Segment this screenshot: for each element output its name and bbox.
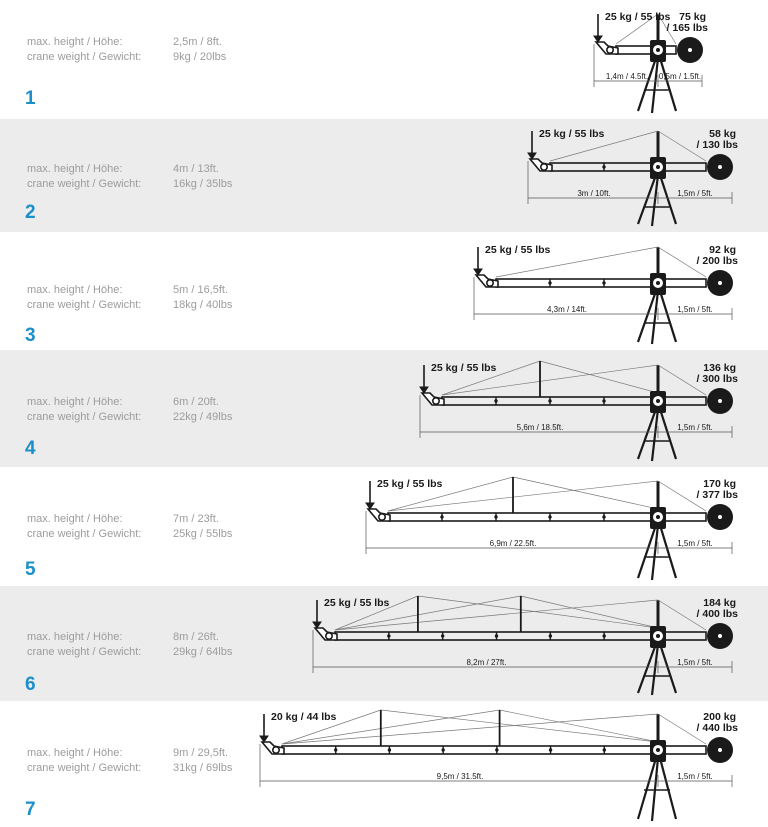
tripod xyxy=(638,758,676,821)
counterweight-unit: / 400 lbs xyxy=(696,608,738,620)
crane-diagram xyxy=(0,0,768,119)
counterweight-label: 200 kg xyxy=(703,711,736,723)
load-arrow-icon xyxy=(260,714,268,742)
load-arrow-icon xyxy=(366,481,374,509)
weight-label: crane weight / Gewicht: xyxy=(27,528,142,540)
config-row-7 xyxy=(0,701,768,827)
tripod xyxy=(638,58,676,113)
crane-arm xyxy=(442,397,706,405)
weight-value: 16kg / 35lbs xyxy=(173,178,233,190)
load-arrow-icon xyxy=(420,365,428,393)
camera-head xyxy=(368,509,390,521)
arm-length-label: 9,5m / 31.5ft. xyxy=(436,772,484,781)
arm-length-label: 1,4m / 4.5ft. xyxy=(605,72,649,81)
load-label: 25 kg / 55 lbs xyxy=(324,597,390,609)
rear-length-label: 1,5m / 5ft. xyxy=(677,189,713,198)
pivot-head xyxy=(650,273,666,295)
tripod xyxy=(638,644,676,695)
load-label: 25 kg / 55 lbs xyxy=(605,11,671,23)
height-label: max. height / Höhe: xyxy=(27,284,123,296)
load-label: 25 kg / 55 lbs xyxy=(431,362,497,374)
counterweight-unit: / 165 lbs xyxy=(666,22,708,34)
counterweight-label: 184 kg xyxy=(703,597,736,609)
weight-label: crane weight / Gewicht: xyxy=(27,51,142,63)
height-label: max. height / Höhe: xyxy=(27,163,123,175)
arm-length-label: 8,2m / 27ft. xyxy=(466,658,507,667)
rear-length-label: 1,5m / 5ft. xyxy=(677,658,713,667)
counterweight-unit: / 440 lbs xyxy=(696,722,738,734)
height-value: 2,5m / 8ft. xyxy=(173,36,222,48)
weight-value: 9kg / 20lbs xyxy=(173,51,227,63)
load-label: 25 kg / 55 lbs xyxy=(539,128,605,140)
rear-length-label: 0,5m / 1.5ft. xyxy=(658,72,702,81)
weight-value: 31kg / 69lbs xyxy=(173,762,233,774)
pivot-head xyxy=(650,507,666,529)
camera-head xyxy=(262,742,284,754)
pivot-head xyxy=(650,40,666,62)
camera-head xyxy=(596,42,618,54)
counterweight-label: 136 kg xyxy=(703,362,736,374)
camera-head xyxy=(315,628,337,640)
load-arrow-icon xyxy=(313,600,321,628)
counterweight-label: 170 kg xyxy=(703,478,736,490)
load-label: 25 kg / 55 lbs xyxy=(485,244,551,256)
crane-diagram xyxy=(0,232,768,350)
config-row-4 xyxy=(0,350,768,467)
crane-diagram xyxy=(0,119,768,232)
counterweight-unit: / 200 lbs xyxy=(696,255,738,267)
height-value: 8m / 26ft. xyxy=(173,631,219,643)
counterweight-label: 92 kg xyxy=(709,244,736,256)
crane-arm xyxy=(616,46,676,54)
rear-length-label: 1,5m / 5ft. xyxy=(677,305,713,314)
tripod xyxy=(638,291,676,344)
rear-length-label: 1,5m / 5ft. xyxy=(677,772,713,781)
load-arrow-icon xyxy=(474,247,482,275)
config-number: 7 xyxy=(25,799,36,820)
support-cables xyxy=(282,710,706,744)
crane-arm xyxy=(496,279,706,287)
arm-length-label: 6,9m / 22.5ft. xyxy=(489,539,537,548)
weight-label: crane weight / Gewicht: xyxy=(27,646,142,658)
height-value: 7m / 23ft. xyxy=(173,513,219,525)
height-value: 6m / 20ft. xyxy=(173,396,219,408)
load-arrow-icon xyxy=(594,14,602,42)
counterweight-label: 58 kg xyxy=(709,128,736,140)
dimension-lines xyxy=(313,630,732,673)
config-row-3 xyxy=(0,232,768,350)
crane-diagram xyxy=(0,586,768,701)
config-number: 4 xyxy=(25,438,36,459)
arm-length-label: 3m / 10ft. xyxy=(577,189,611,198)
config-row-5 xyxy=(0,467,768,586)
config-number: 6 xyxy=(25,674,36,695)
config-row-1 xyxy=(0,0,768,119)
camera-head xyxy=(476,275,498,287)
config-row-2 xyxy=(0,119,768,232)
crane-diagram xyxy=(0,701,768,827)
rear-length-label: 1,5m / 5ft. xyxy=(677,423,713,432)
height-value: 4m / 13ft. xyxy=(173,163,219,175)
weight-value: 29kg / 64lbs xyxy=(173,646,233,658)
pivot-head xyxy=(650,157,666,179)
config-number: 1 xyxy=(25,88,36,109)
pivot-head xyxy=(650,740,666,762)
load-label: 25 kg / 55 lbs xyxy=(377,478,443,490)
load-label: 20 kg / 44 lbs xyxy=(271,711,337,723)
crane-arm xyxy=(550,163,706,171)
weight-value: 22kg / 49lbs xyxy=(173,411,233,423)
tripod xyxy=(638,409,676,461)
height-value: 9m / 29,5ft. xyxy=(173,747,229,759)
height-label: max. height / Höhe: xyxy=(27,631,123,643)
counterweight-label: 75 kg xyxy=(679,11,706,23)
arm-length-label: 5,6m / 18.5ft. xyxy=(516,423,564,432)
config-number: 3 xyxy=(25,325,36,346)
config-number: 2 xyxy=(25,202,36,223)
weight-label: crane weight / Gewicht: xyxy=(27,762,142,774)
weight-label: crane weight / Gewicht: xyxy=(27,178,142,190)
pivot-head xyxy=(650,391,666,413)
weight-value: 18kg / 40lbs xyxy=(173,299,233,311)
rear-length-label: 1,5m / 5ft. xyxy=(677,539,713,548)
pivot-head xyxy=(650,626,666,648)
camera-head xyxy=(422,393,444,405)
load-arrow-icon xyxy=(528,131,536,159)
weight-value: 25kg / 55lbs xyxy=(173,528,233,540)
config-number: 5 xyxy=(25,559,36,580)
arm-length-label: 4,3m / 14ft. xyxy=(546,305,588,314)
tripod xyxy=(638,525,676,580)
counterweight-unit: / 130 lbs xyxy=(696,139,738,151)
crane-diagram xyxy=(0,350,768,467)
camera-head xyxy=(530,159,552,171)
height-label: max. height / Höhe: xyxy=(27,36,123,48)
height-value: 5m / 16,5ft. xyxy=(173,284,229,296)
weight-label: crane weight / Gewicht: xyxy=(27,411,142,423)
counterweight-unit: / 377 lbs xyxy=(696,489,738,501)
tripod xyxy=(638,175,676,226)
height-label: max. height / Höhe: xyxy=(27,396,123,408)
config-row-6 xyxy=(0,586,768,701)
counterweight-unit: / 300 lbs xyxy=(696,373,738,385)
crane-arm xyxy=(282,746,706,754)
crane-diagram xyxy=(0,467,768,586)
height-label: max. height / Höhe: xyxy=(27,747,123,759)
weight-label: crane weight / Gewicht: xyxy=(27,299,142,311)
height-label: max. height / Höhe: xyxy=(27,513,123,525)
